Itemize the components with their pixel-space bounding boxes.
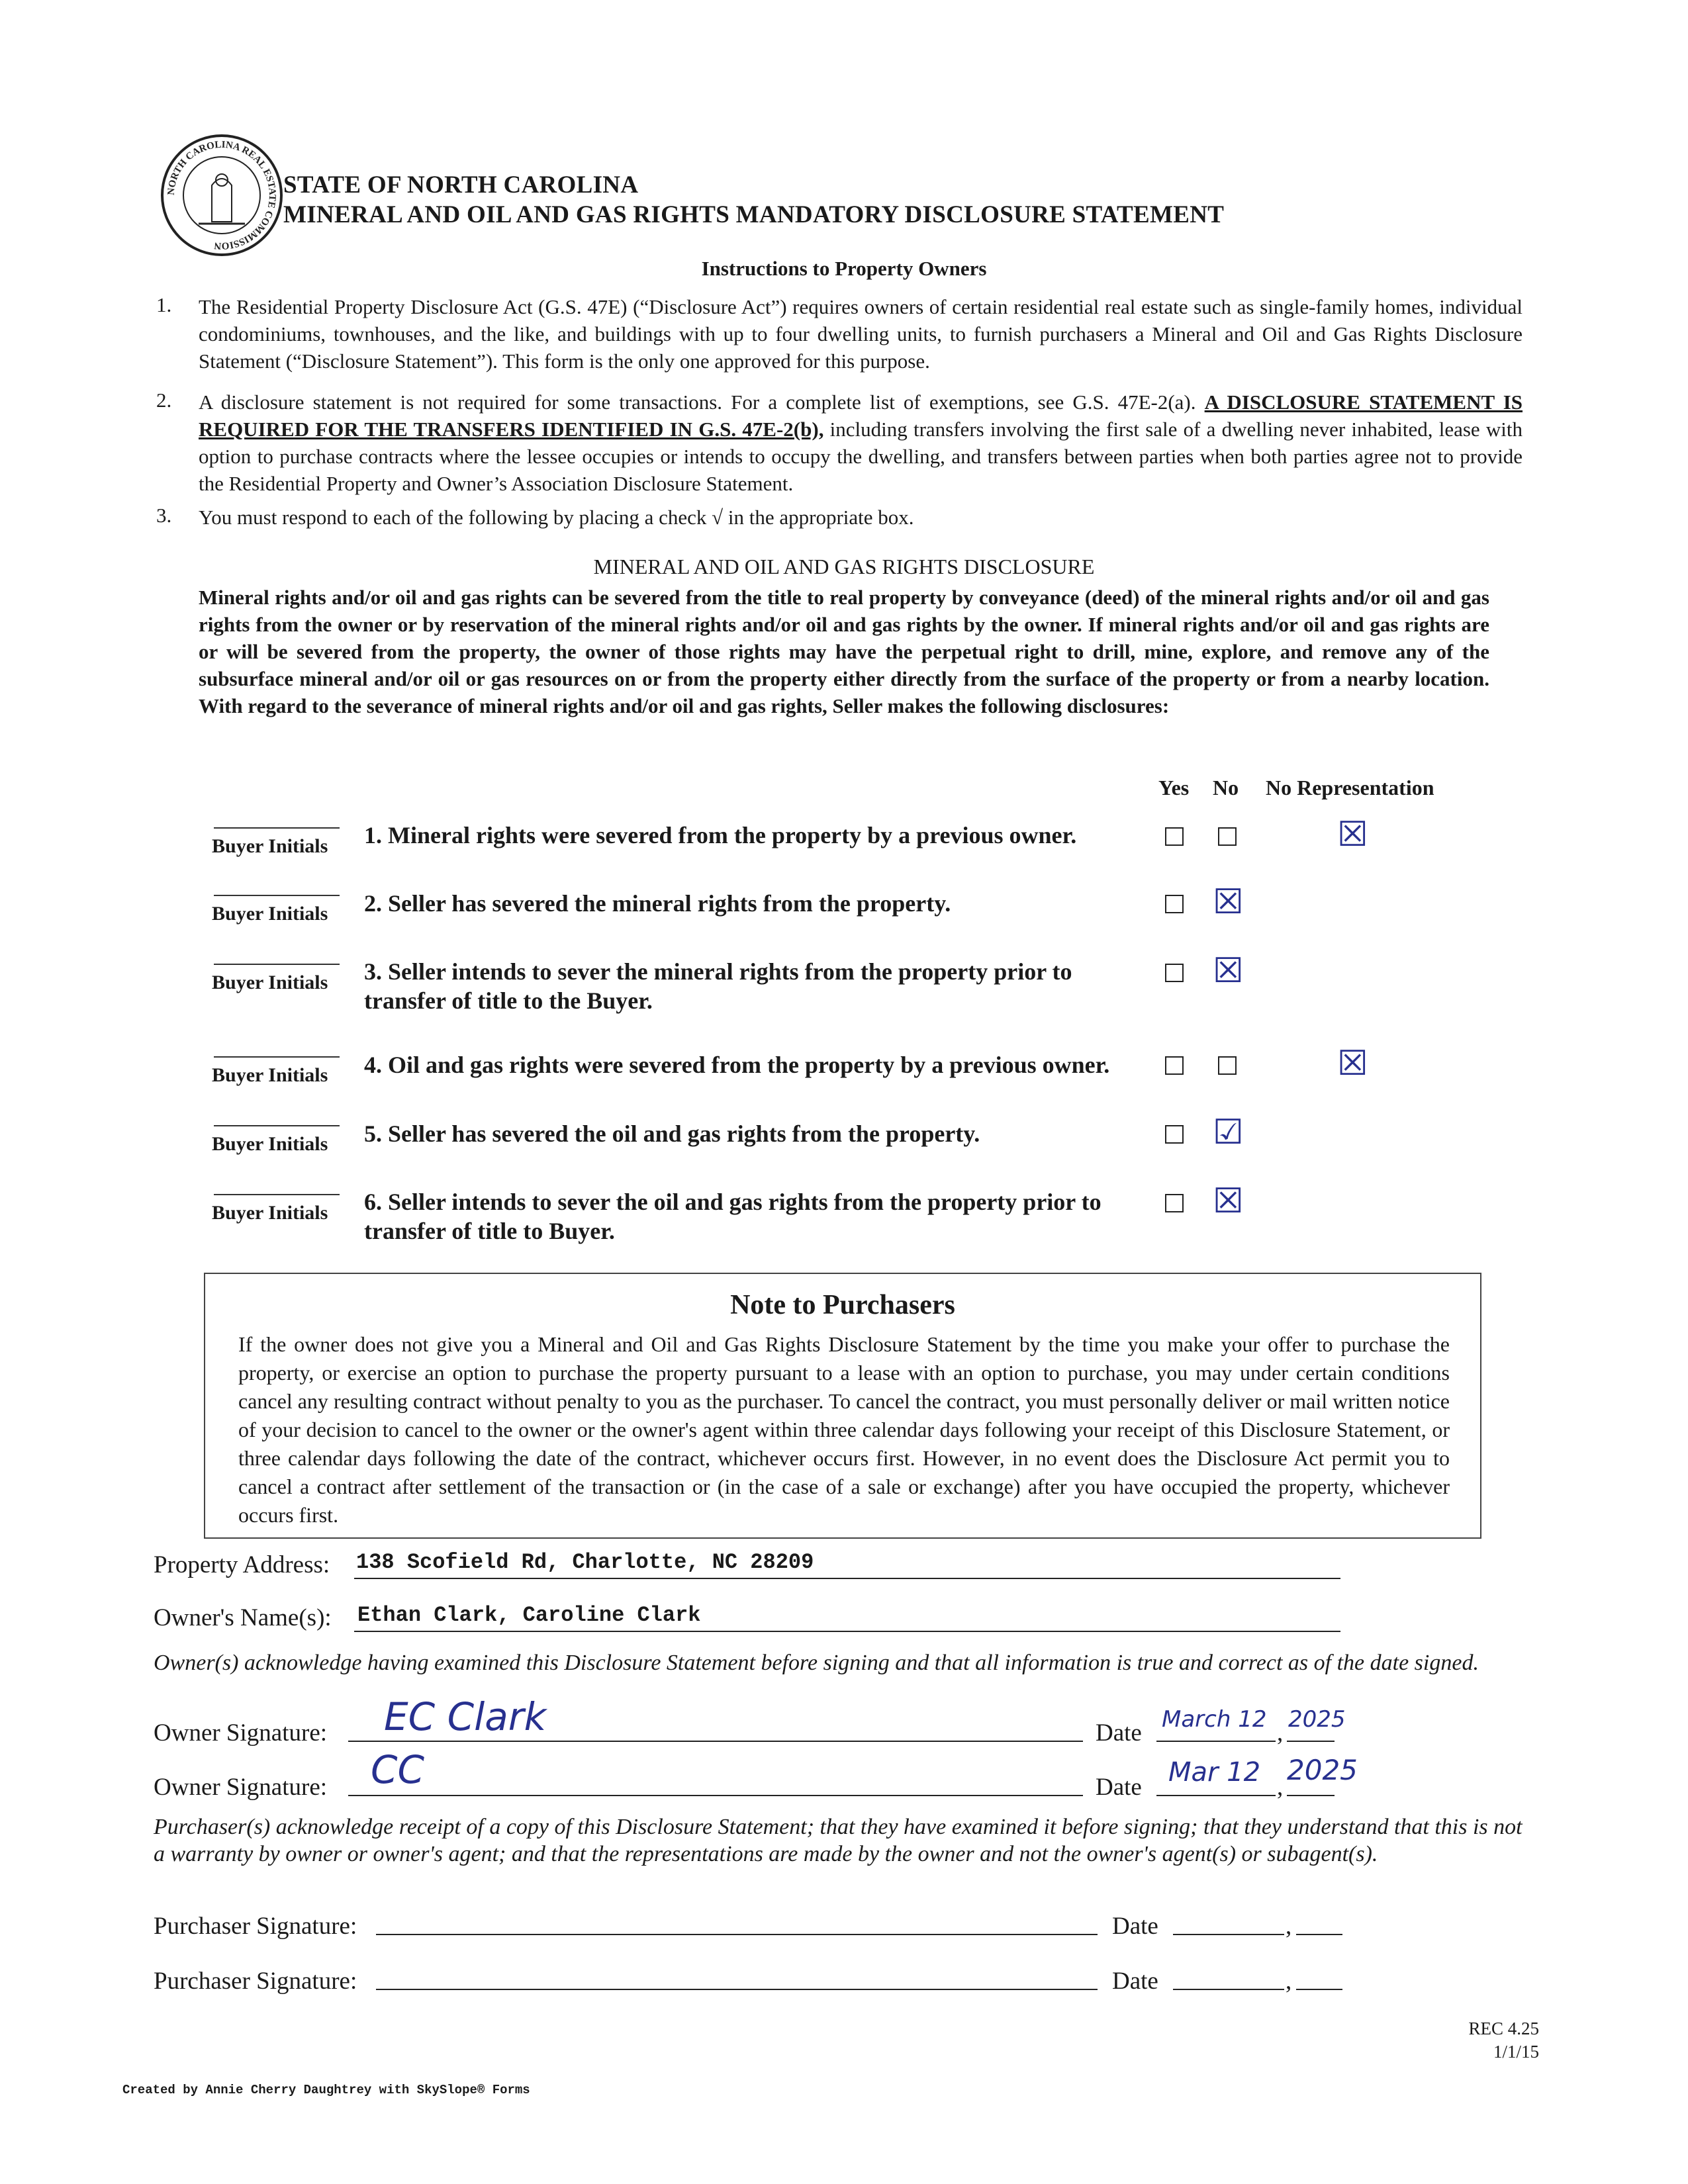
date-label: Date: [1096, 1774, 1142, 1801]
form-number-block: [1468, 2017, 1539, 2064]
question-text: 1. Mineral rights were severed from the property by a previous owner.: [364, 822, 1077, 848]
instruction-2-lead: A disclosure statement is not required for some transactions. For a complete list of exemptions, see G.S. 47E-2(a).: [199, 390, 1205, 414]
instruction-1: The Residential Property Disclosure Act (G.S. 47E) (“Disclosure Act”) requires owners of certain residential real estate such as single-family homes, individual condominiums, townhouses, and the like, and buildings with up to four dwelling units, to furnish purchasers a Mineral and Oil and Gas Rights Disclosure Statement (“Disclosure Statement”). This form is the only one approved for this purpose.: [199, 295, 1523, 373]
owner-signature-label: Owner Signature:: [154, 1774, 328, 1801]
created-by: Created by Annie Cherry Daughtrey with SkySlope® Forms: [122, 2083, 530, 2097]
buyer-initials-line[interactable]: [214, 1125, 340, 1126]
buyer-initials-label: Buyer Initials: [212, 835, 328, 857]
state-title: STATE OF NORTH CAROLINA: [283, 171, 639, 199]
no-representation-checked-mark[interactable]: ☒: [1337, 815, 1368, 854]
yes-checkbox[interactable]: [1165, 827, 1184, 846]
owners-name-label: Owner's Name(s):: [154, 1604, 332, 1631]
no-checkbox[interactable]: [1218, 1056, 1237, 1075]
buyer-initials-label: Buyer Initials: [212, 1133, 328, 1155]
date-month-day: Mar 12: [1168, 1757, 1261, 1788]
purchaser-signature-label: Purchaser Signature:: [154, 1913, 357, 1940]
note-title: Note to Purchasers: [730, 1290, 955, 1320]
question-text: 6. Seller intends to sever the oil and gas rights from the property prior to transfer of title to Buyer.: [364, 1189, 1102, 1244]
date-year: 2025: [1287, 1754, 1358, 1786]
instruction-number: 2.: [156, 388, 172, 412]
no-checked-mark[interactable]: ☒: [1213, 1181, 1244, 1221]
yes-checkbox[interactable]: [1165, 964, 1184, 982]
disclosure-heading: MINERAL AND OIL AND GAS RIGHTS DISCLOSURE: [593, 555, 1095, 578]
instruction-3: You must respond to each of the following by placing a check √ in the appropriate box.: [199, 506, 914, 529]
buyer-initials-line[interactable]: [214, 827, 340, 829]
date-comma: ,: [1286, 1913, 1292, 1940]
purchaser-signature-line[interactable]: [376, 1907, 1098, 1935]
date-comma: ,: [1286, 1968, 1292, 1995]
owner-signature-label: Owner Signature:: [154, 1719, 328, 1747]
owner-signature-line[interactable]: [348, 1767, 1083, 1796]
form-number: REC 4.25: [1468, 2019, 1539, 2038]
buyer-initials-label: Buyer Initials: [212, 1202, 328, 1224]
instruction-number: 1.: [156, 293, 172, 316]
instruction-2-tail: including transfers involving the first sale of a dwelling never inhabited, lease with option to purchase contracts where the lessee occupies or intends to occupy the dwelling, and transfers between parties when both parties agree not to provide the Residential Property and Owner’s Association Disclosure Statement.: [199, 418, 1523, 495]
property-address-label: Property Address:: [154, 1551, 330, 1578]
no-checked-mark[interactable]: ☒: [1213, 951, 1244, 991]
owner-acknowledgement: Owner(s) acknowledge having examined this Disclosure Statement before signing and that all information is true and correct as of the date signed.: [154, 1651, 1479, 1675]
disclosure-paragraph: Mineral rights and/or oil and gas rights can be severed from the title to real property by conveyance (deed) of the mineral rights and/or oil and gas rights from the owner or by reservation of the mineral rights and/or oil and gas rights by the owner. If mineral rights and/or oil and gas rights are or will be severed from the property, the owner of those rights may have the perpetual right to drill, mine, explore, and remove any of the subsurface mineral and/or oil or gas resources on or from the property either directly from the surface of the property or from a nearby location. With regard to the severance of mineral rights and/or oil and gas rights, Seller makes the following disclosures:: [199, 586, 1489, 717]
date-year-field[interactable]: [1296, 1907, 1342, 1935]
column-yes: Yes: [1158, 776, 1190, 799]
date-label: Date: [1112, 1913, 1158, 1940]
yes-checkbox[interactable]: [1165, 1125, 1184, 1144]
buyer-initials-label: Buyer Initials: [212, 1064, 328, 1086]
instructions-heading: Instructions to Property Owners: [701, 257, 987, 280]
instruction-2: [199, 388, 1523, 497]
buyer-initials-line[interactable]: [214, 895, 340, 896]
purchaser-acknowledgement: Purchaser(s) acknowledge receipt of a copy of this Disclosure Statement; that they have examined it before signing; that they understand that this is not a warranty by owner or owner's agent; and that the representations are made by the owner and not the owner's agent(s) or subagent(s).: [154, 1815, 1523, 1866]
seal-text: NORTH CAROLINA REAL ESTATE COMMISSION: [165, 139, 278, 251]
nc-real-estate-commission-seal: [159, 132, 285, 258]
note-text: If the owner does not give you a Mineral and Oil and Gas Rights Disclosure Statement by the time you make your offer to purchase the property, or exercise an option to purchase the property pursuant to a lease with an option to purchase, you may under certain conditions cancel any resulting contract without penalty to you as the purchaser. To cancel the contract, you must personally deliver or mail written notice of your decision to cancel to the owner or the owner's agent within three calendar days following your receipt of this Disclosure Statement, or three calendar days following the date of the contract, whichever occurs first. However, in no event does the Disclosure Act permit you to cancel a contract after settlement of the transaction or (in the case of a sale or exchange) after you have occupied the property, whichever occurs first.: [238, 1332, 1450, 1527]
date-label: Date: [1112, 1968, 1158, 1995]
owners-name-value: Ethan Clark, Caroline Clark: [357, 1603, 701, 1627]
owner-signature: EC Clark: [384, 1694, 547, 1739]
no-checked-mark[interactable]: ☑: [1213, 1113, 1244, 1152]
question-text: 4. Oil and gas rights were severed from the property by a previous owner.: [364, 1052, 1110, 1078]
question-text: 2. Seller has severed the mineral rights from the property.: [364, 890, 951, 917]
yes-checkbox[interactable]: [1165, 1194, 1184, 1212]
buyer-initials-label: Buyer Initials: [212, 903, 328, 925]
date-month-day-field[interactable]: [1173, 1907, 1284, 1935]
owner-signature: CC: [371, 1747, 424, 1792]
column-no-representation: No Representation: [1266, 776, 1434, 799]
instruction-2-required-transfers: A DISCLOSURE STATEMENT IS REQUIRED FOR THE TRANSFERS IDENTIFIED IN G.S. 47E-2(b),: [199, 390, 1523, 441]
no-checked-mark[interactable]: ☒: [1213, 882, 1244, 922]
buyer-initials-line[interactable]: [214, 1056, 340, 1058]
date-month-day-field[interactable]: [1173, 1962, 1284, 1990]
purchaser-signature-label: Purchaser Signature:: [154, 1968, 357, 1995]
date-comma: ,: [1277, 1774, 1284, 1801]
date-month-day: March 12: [1162, 1706, 1267, 1733]
instruction-number: 3.: [156, 504, 172, 527]
date-comma: ,: [1277, 1719, 1284, 1747]
purchaser-signature-line[interactable]: [376, 1962, 1098, 1990]
property-address-value: 138 Scofield Rd, Charlotte, NC 28209: [356, 1550, 814, 1574]
buyer-initials-label: Buyer Initials: [212, 972, 328, 993]
yes-checkbox[interactable]: [1165, 1056, 1184, 1075]
yes-checkbox[interactable]: [1165, 895, 1184, 913]
question-text: 5. Seller has severed the oil and gas rights from the property.: [364, 1120, 980, 1147]
form-title: MINERAL AND OIL AND GAS RIGHTS MANDATORY DISCLOSURE STATEMENT: [283, 201, 1225, 228]
date-year-field[interactable]: [1296, 1962, 1342, 1990]
buyer-initials-line[interactable]: [214, 964, 340, 965]
buyer-initials-line[interactable]: [214, 1194, 340, 1195]
column-no: No: [1213, 776, 1239, 799]
no-representation-checked-mark[interactable]: ☒: [1337, 1044, 1368, 1083]
date-label: Date: [1096, 1719, 1142, 1747]
date-year: 2025: [1288, 1706, 1346, 1733]
form-date: 1/1/15: [1493, 2042, 1539, 2062]
no-checkbox[interactable]: [1218, 827, 1237, 846]
question-text: 3. Seller intends to sever the mineral rights from the property prior to transfer of title to the Buyer.: [364, 958, 1072, 1014]
